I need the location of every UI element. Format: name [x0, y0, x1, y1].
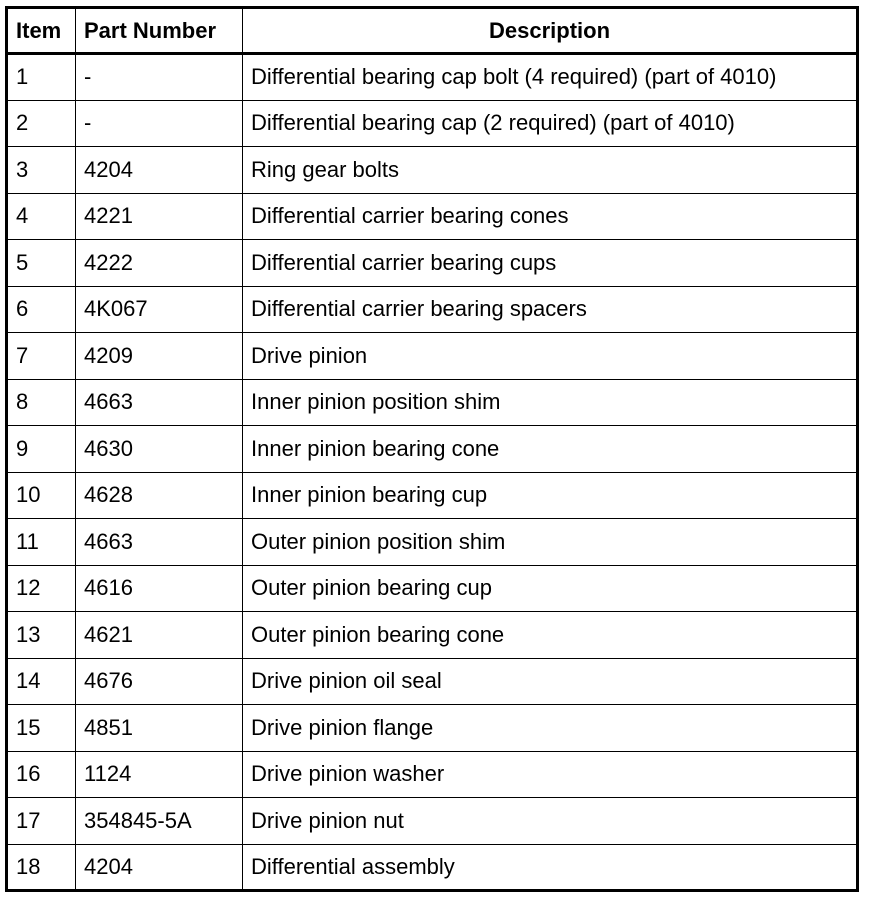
- cell-part-number: 4663: [76, 379, 243, 426]
- cell-item: 9: [7, 426, 76, 473]
- table-row: [7, 658, 858, 705]
- table-row: [7, 705, 858, 752]
- cell-part-number: 4630: [76, 426, 243, 473]
- cell-part-number: 4851: [76, 705, 243, 752]
- table-row: [7, 844, 858, 891]
- cell-description: Differential bearing cap bolt (4 required) (part of 4010): [243, 54, 858, 101]
- cell-part-number: 4222: [76, 240, 243, 287]
- table-row: [7, 751, 858, 798]
- cell-part-number: 4676: [76, 658, 243, 705]
- cell-item: 11: [7, 519, 76, 566]
- cell-description: Inner pinion bearing cup: [243, 472, 858, 519]
- cell-part-number: -: [76, 54, 243, 101]
- table-body: [7, 54, 858, 891]
- cell-item: 12: [7, 565, 76, 612]
- cell-item: 7: [7, 333, 76, 380]
- cell-part-number: 4616: [76, 565, 243, 612]
- cell-description: Inner pinion position shim: [243, 379, 858, 426]
- cell-part-number: 4628: [76, 472, 243, 519]
- cell-description: Drive pinion nut: [243, 798, 858, 845]
- cell-item: 18: [7, 844, 76, 891]
- cell-item: 15: [7, 705, 76, 752]
- cell-part-number: -: [76, 100, 243, 147]
- cell-part-number: 1124: [76, 751, 243, 798]
- header-item: Item: [7, 8, 76, 54]
- cell-description: Drive pinion: [243, 333, 858, 380]
- cell-description: Differential carrier bearing spacers: [243, 286, 858, 333]
- header-part-number: Part Number: [76, 8, 243, 54]
- cell-description: Drive pinion washer: [243, 751, 858, 798]
- table-row: [7, 286, 858, 333]
- cell-part-number: 4K067: [76, 286, 243, 333]
- cell-part-number: 4204: [76, 147, 243, 194]
- cell-part-number: 4209: [76, 333, 243, 380]
- cell-description: Drive pinion oil seal: [243, 658, 858, 705]
- cell-item: 3: [7, 147, 76, 194]
- table-row: [7, 240, 858, 287]
- table-row: [7, 379, 858, 426]
- cell-part-number: 4663: [76, 519, 243, 566]
- cell-item: 6: [7, 286, 76, 333]
- cell-description: Ring gear bolts: [243, 147, 858, 194]
- cell-description: Outer pinion position shim: [243, 519, 858, 566]
- cell-description: Outer pinion bearing cone: [243, 612, 858, 659]
- parts-table: [5, 6, 859, 892]
- cell-item: 10: [7, 472, 76, 519]
- cell-description: Inner pinion bearing cone: [243, 426, 858, 473]
- cell-item: 4: [7, 193, 76, 240]
- table-header-row: [7, 8, 858, 54]
- cell-item: 14: [7, 658, 76, 705]
- table-row: [7, 798, 858, 845]
- table-row: [7, 54, 858, 101]
- table-row: [7, 472, 858, 519]
- cell-description: Differential assembly: [243, 844, 858, 891]
- cell-description: Differential carrier bearing cones: [243, 193, 858, 240]
- cell-item: 1: [7, 54, 76, 101]
- cell-description: Outer pinion bearing cup: [243, 565, 858, 612]
- cell-part-number: 4621: [76, 612, 243, 659]
- table-row: [7, 193, 858, 240]
- cell-part-number: 354845-5A: [76, 798, 243, 845]
- cell-description: Differential bearing cap (2 required) (part of 4010): [243, 100, 858, 147]
- cell-item: 16: [7, 751, 76, 798]
- cell-part-number: 4221: [76, 193, 243, 240]
- table-row: [7, 426, 858, 473]
- table-row: [7, 519, 858, 566]
- cell-description: Drive pinion flange: [243, 705, 858, 752]
- cell-part-number: 4204: [76, 844, 243, 891]
- cell-item: 8: [7, 379, 76, 426]
- table-row: [7, 565, 858, 612]
- table-row: [7, 147, 858, 194]
- table-row: [7, 612, 858, 659]
- cell-item: 2: [7, 100, 76, 147]
- cell-item: 13: [7, 612, 76, 659]
- cell-item: 5: [7, 240, 76, 287]
- table-row: [7, 333, 858, 380]
- cell-item: 17: [7, 798, 76, 845]
- table-row: [7, 100, 858, 147]
- cell-description: Differential carrier bearing cups: [243, 240, 858, 287]
- header-description: Description: [243, 8, 858, 54]
